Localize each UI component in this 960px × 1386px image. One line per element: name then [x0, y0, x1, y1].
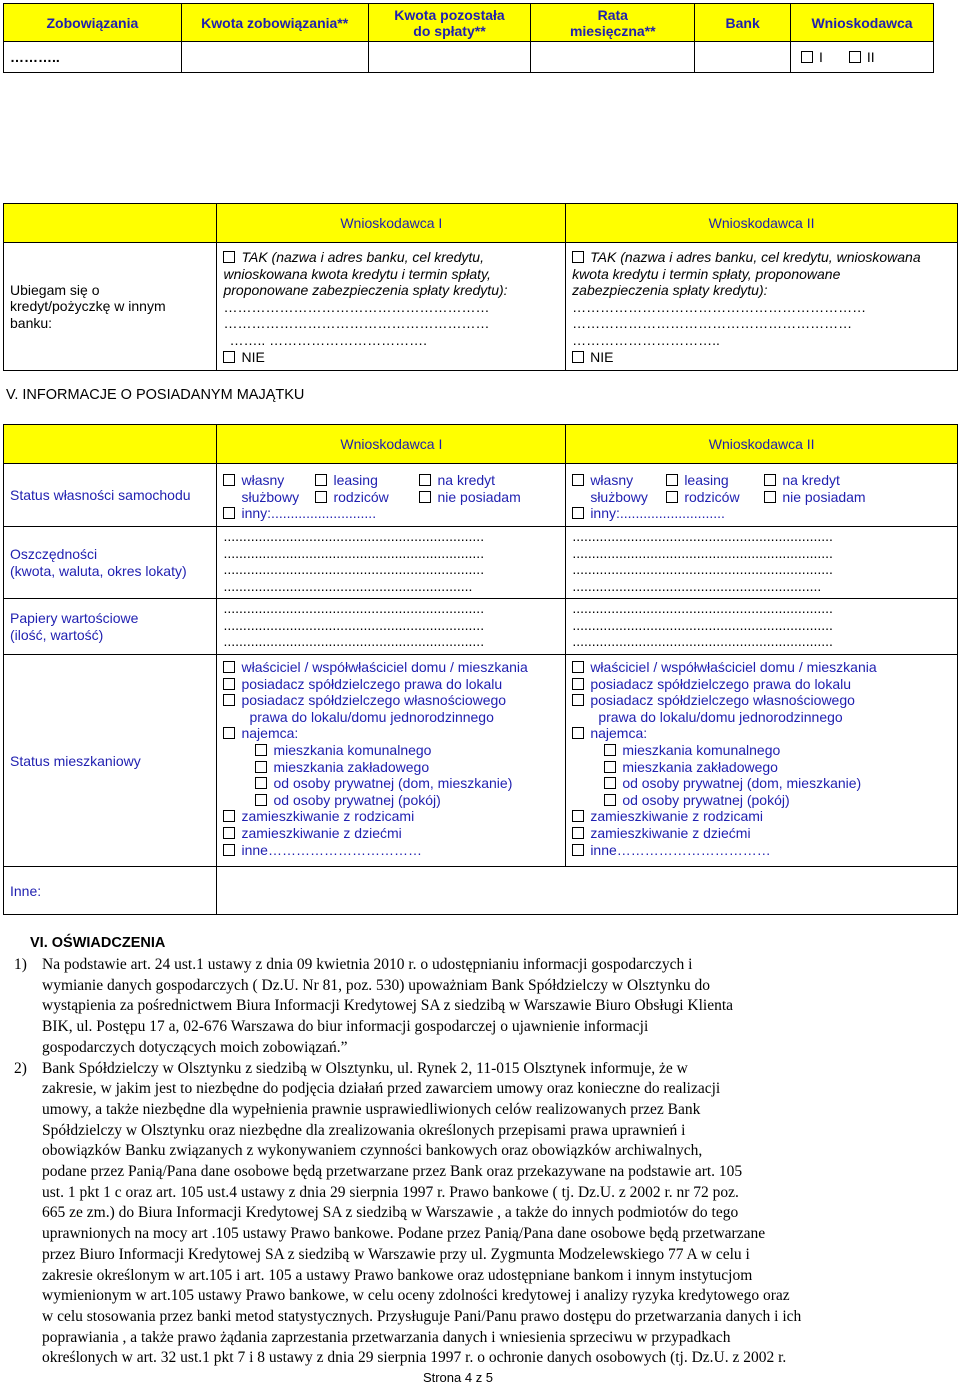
rent-private-house-checkbox-1[interactable]	[255, 777, 267, 789]
housing-coop-own-checkbox-1[interactable]	[223, 694, 235, 706]
tak-checkbox-1[interactable]	[223, 251, 235, 263]
housing-other-checkbox-1[interactable]	[223, 844, 235, 856]
car-own-checkbox-1[interactable]	[223, 474, 235, 486]
housing-other-checkbox-2[interactable]	[572, 844, 584, 856]
credit-details-field-1[interactable]: …………………………………………………	[223, 298, 490, 315]
liability-installment-cell[interactable]	[531, 42, 695, 73]
liabilities-row	[4, 42, 934, 73]
other-credit-table	[3, 203, 958, 371]
nie-checkbox-2[interactable]	[572, 351, 584, 363]
applicant-ii-checkbox[interactable]	[849, 51, 861, 63]
assets-col-header-1: Wnioskodawca I	[217, 425, 566, 464]
car-parents-checkbox-1[interactable]	[315, 491, 327, 503]
liabilities-table	[3, 3, 934, 73]
rent-private-room-checkbox-2[interactable]	[604, 794, 616, 806]
rent-private-house-checkbox-2[interactable]	[604, 777, 616, 789]
car-other-checkbox-1[interactable]	[223, 507, 235, 519]
other-credit-applicant-1: TAK (nazwa i adres banku, cel kredytu, wnioskowana kwota kredytu i termin spłaty, proponowane zabezpieczenia spłaty kredytu): ………………………………………………… ………………………………………………… …….. ……………………………. NIE	[217, 243, 566, 371]
credit-details-field-2[interactable]: ………………………………………………………	[572, 298, 867, 315]
securities-field-2[interactable]: ................................................................... ................................................................... ...................................................................	[566, 599, 958, 655]
assets-header-row	[4, 425, 958, 464]
car-status-label: Status własności samochodu	[4, 464, 217, 527]
housing-owner-checkbox-2[interactable]	[572, 661, 584, 673]
section-6-title: VI. OŚWIADCZENIA	[30, 935, 166, 951]
car-status-applicant-2: własny leasing na kredyt służbowy rodziców nie posiadam inny:...........................	[566, 464, 958, 527]
savings-field-2[interactable]: ................................................................... ................................................................... ................................................................... ................................................................	[566, 527, 958, 599]
securities-label: Papiery wartościowe (ilość, wartość)	[4, 599, 217, 655]
car-leasing-checkbox-1[interactable]	[315, 474, 327, 486]
housing-owner-checkbox-1[interactable]	[223, 661, 235, 673]
housing-children-checkbox-2[interactable]	[572, 827, 584, 839]
housing-rent-checkbox-1[interactable]	[223, 727, 235, 739]
car-other-checkbox-2[interactable]	[572, 507, 584, 519]
securities-row	[4, 599, 958, 655]
other-credit-header-row	[4, 204, 958, 243]
housing-children-checkbox-1[interactable]	[223, 827, 235, 839]
rent-municipal-checkbox-1[interactable]	[255, 744, 267, 756]
statements	[0, 955, 958, 1369]
car-own-checkbox-2[interactable]	[572, 474, 584, 486]
liability-remaining-cell[interactable]	[368, 42, 531, 73]
other-field[interactable]	[217, 867, 958, 915]
car-status-applicant-1: własny leasing na kredyt służbowy rodziców nie posiadam inny:...........................	[217, 464, 566, 527]
liability-applicant-cell: I II	[791, 42, 934, 73]
col-header-applicant-1: Wnioskodawca I	[217, 204, 566, 243]
col-header-applicant-2: Wnioskodawca II	[566, 204, 958, 243]
housing-applicant-1: właściciel / współwłaściciel domu / mieszkania posiadacz spółdzielczego prawa do lokalu posiadacz spółdzielczego własnościowego prawa do lokalu/domu jednorodzinnego najemca: mieszkania komunalnego mieszkania zakładowego od osoby prywatnej (dom, mieszkanie) od osoby prywatnej (pokój) zamieszkiwanie z rodzicami zamieszkiwanie z dziećmi inne……………………………	[217, 655, 566, 867]
housing-rent-checkbox-2[interactable]	[572, 727, 584, 739]
housing-label: Status mieszkaniowy	[4, 655, 217, 867]
other-credit-label: Ubiegam się o kredyt/pożyczkę w innym banku:	[4, 243, 217, 371]
car-none-checkbox-2[interactable]	[764, 491, 776, 503]
housing-parents-checkbox-2[interactable]	[572, 810, 584, 822]
liability-name-cell[interactable]: ………..	[4, 42, 182, 73]
applicant-i-checkbox[interactable]	[801, 51, 813, 63]
housing-row	[4, 655, 958, 867]
nie-checkbox-1[interactable]	[223, 351, 235, 363]
other-credit-row	[4, 243, 958, 371]
securities-field-1[interactable]: ................................................................... ................................................................... ...................................................................	[217, 599, 566, 655]
col-header-liabilities: Zobowiązania	[4, 4, 182, 42]
statement-1: 1) Na podstawie art. 24 ust.1 ustawy z dnia 09 kwietnia 2010 r. o udostępnianiu informacji gospodarczych i wymianie danych gospodarczych ( Dz.U. Nr 81, poz. 530) upoważniam Bank Spółdzielczy w Olsztynku do wystąpienia za pośrednictwem Biura Informacji Kredytowej SA z siedzibą w Warszawie Biuro Obsługi Klienta BIK, ul. Postępu 17 a, 02-676 Warszawa do biur informacji gospodarczej o ujawnienie informacji gospodarczych dotyczących moich zobowiązań.”	[14, 956, 734, 1056]
car-leasing-checkbox-2[interactable]	[666, 474, 678, 486]
rent-private-room-checkbox-1[interactable]	[255, 794, 267, 806]
housing-coop-own-checkbox-2[interactable]	[572, 694, 584, 706]
other-credit-applicant-2: TAK (nazwa i adres banku, cel kredytu, wnioskowana kwota kredytu i termin spłaty, proponowane zabezpieczenia spłaty kredytu): ……………………………………………………… …………………………………………………… ………………………….. NIE	[566, 243, 958, 371]
car-parents-checkbox-2[interactable]	[666, 491, 678, 503]
assets-table	[3, 424, 958, 915]
housing-coop-checkbox-2[interactable]	[572, 678, 584, 690]
col-header-installment: Rata miesięczna**	[531, 4, 695, 42]
section-5-title: V. INFORMACJE O POSIADANYM MAJĄTKU	[6, 387, 305, 403]
col-header-applicant: Wnioskodawca	[791, 4, 934, 42]
statement-2: 2) Bank Spółdzielczy w Olsztynku z siedzibą w Olsztynku, ul. Rynek 2, 11-015 Olsztynek informuje, że w zakresie, w jakim jest to niezbędne do podjęcia działań przed zawarciem umowy oraz konieczne do realizacji umowy, a także niezbędne dla wypełnienia prawnie usprawiedliwionych celów realizowanych przez Bank Spółdzielczy w Olsztynku oraz niezbędne dla zrealizowania określonych przepisami prawa uprawnień i obowiązków Banku związanych z wykonywaniem czynności bankowych oraz obowiązków archiwalnych, podane przez Panią/Pana dane osobowe będą przetwarzane przez Bank oraz przekazywane na podstawie art. 105 ust. 1 pkt 1 c oraz art. 105 ust.4 ustawy z dnia 29 sierpnia 1997 r. Prawo bankowe ( tj. Dz.U. z 2002 r. nr 72 poz. 665 ze zm.) do Biura Informacji Kredytowej SA z siedzibą w Warszawie , a także do innych podmiotów do tego uprawnionych na mocy art .105 ustawy Prawo bankowe. Podane przez Panią/Pana dane osobowe będą przetwarzane przez Biuro Informacji Kredytowej SA z siedzibą w Warszawie przy ul. Zygmunta Modzelewskiego 77 A w celu i zakresie określonym w art.105 i art. 105 a ustawy Prawo bankowe oraz udostępniane bankom i innym instytucjom wymienionym w art.105 ustawy Prawo bankowe, w celu oceny zdolności kredytowej i analizy ryzyka kredytowego oraz w celu stosowania przez banki metod statystycznych. Przysługuje Pani/Panu prawo dostępu do przetwarzania danych i ich poprawiania , a także prawo żądania zaprzestania przetwarzania danych i wniesienia sprzeciwu w przypadkach określonych w art. 32 ust.1 pkt 7 i 8 ustawy z dnia 29 sierpnia 1997 r. o ochronie danych osobowych (tj. Dz.U. z 2002 r.	[14, 1059, 802, 1367]
page-number: Strona 4 z 5	[422, 1370, 494, 1385]
savings-label: Oszczędności (kwota, waluta, okres lokaty)	[4, 527, 217, 599]
housing-coop-checkbox-1[interactable]	[223, 678, 235, 690]
rent-company-checkbox-2[interactable]	[604, 761, 616, 773]
car-status-row	[4, 464, 958, 527]
car-credit-checkbox-2[interactable]	[764, 474, 776, 486]
other-label: Inne:	[4, 867, 217, 915]
liability-bank-cell[interactable]	[695, 42, 791, 73]
other-row	[4, 867, 958, 915]
car-credit-checkbox-1[interactable]	[419, 474, 431, 486]
housing-applicant-2: właściciel / współwłaściciel domu / mieszkania posiadacz spółdzielczego prawa do lokalu posiadacz spółdzielczego własnościowego prawa do lokalu/domu jednorodzinnego najemca: mieszkania komunalnego mieszkania zakładowego od osoby prywatnej (dom, mieszkanie) od osoby prywatnej (pokój) zamieszkiwanie z rodzicami zamieszkiwanie z dziećmi inne……………………………	[566, 655, 958, 867]
savings-field-1[interactable]: ................................................................... ................................................................... ................................................................... ................................................................	[217, 527, 566, 599]
col-header-amount: Kwota zobowiązania**	[181, 4, 368, 42]
tak-checkbox-2[interactable]	[572, 251, 584, 263]
col-header-remaining: Kwota pozostała do spłaty**	[368, 4, 531, 42]
assets-col-header-2: Wnioskodawca II	[566, 425, 958, 464]
savings-row	[4, 527, 958, 599]
rent-municipal-checkbox-2[interactable]	[604, 744, 616, 756]
rent-company-checkbox-1[interactable]	[255, 761, 267, 773]
housing-parents-checkbox-1[interactable]	[223, 810, 235, 822]
car-none-checkbox-1[interactable]	[419, 491, 431, 503]
col-header-bank: Bank	[695, 4, 791, 42]
liability-amount-cell[interactable]	[181, 42, 368, 73]
liabilities-header-row	[4, 4, 934, 42]
